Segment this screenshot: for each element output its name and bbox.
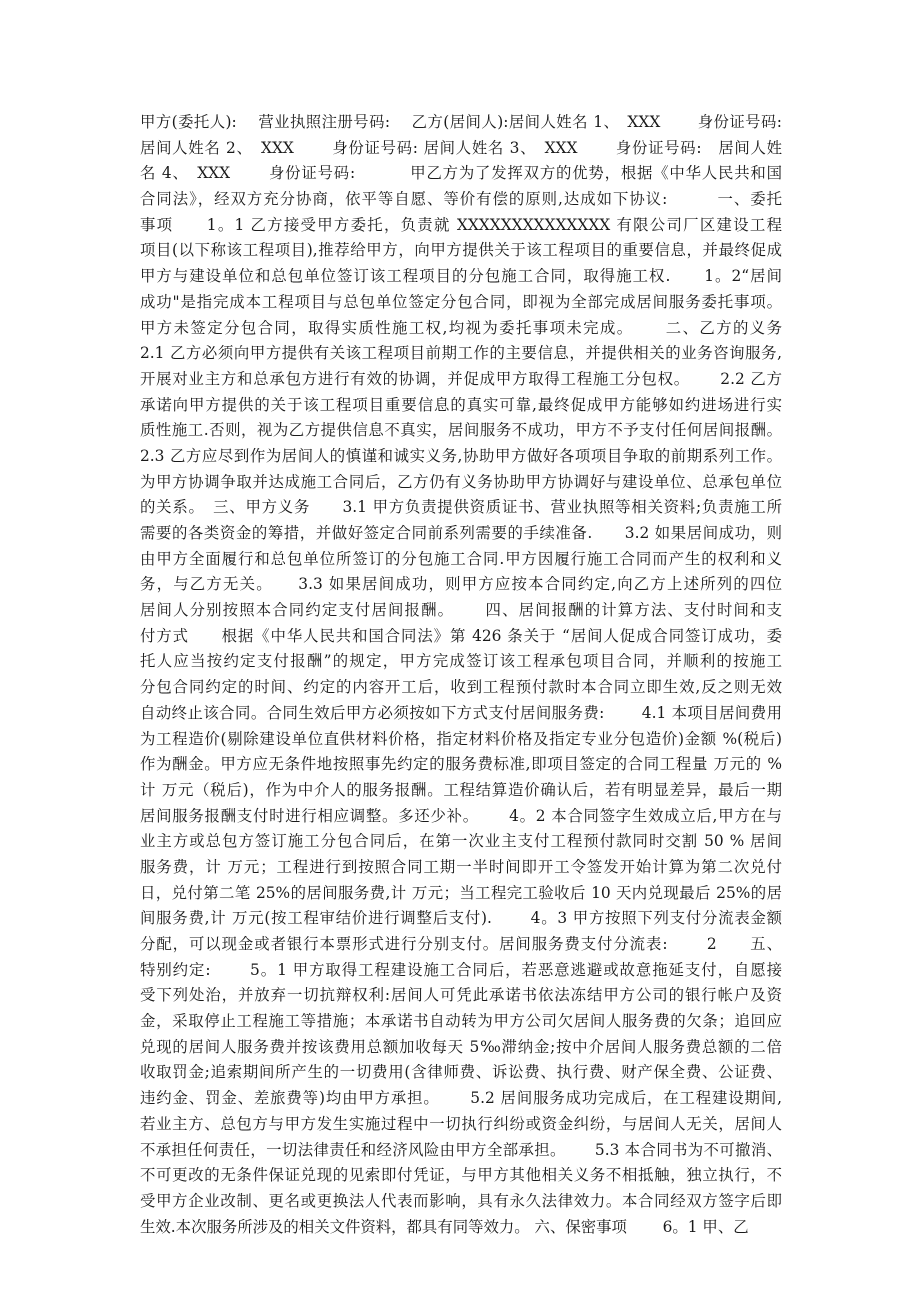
text-line: 承诺向甲方提供的关于该工程项目重要信息的真实可靠,最终促成甲方能够如约进场进行实 [140, 395, 782, 414]
text-line: 生效.本次服务所涉及的相关文件资料，都具有同等效力。 六、保密事项 6。1 甲、乙 [140, 1217, 749, 1236]
text-line: 计 万元（税后)，作为中介人的服务报酬。工程结算造价确认后，若有明显差异，最后一期 [140, 780, 782, 799]
text-line: 甲方(委托人): 营业执照注册号码: 乙方(居间人):居间人姓名 1、 XXX 身份证号码: [140, 113, 782, 131]
text-line: 间服务费,计 万元(按工程审结价进行调整后支付). 4。3 甲方按照下列支付分流表金额 [140, 909, 782, 928]
text-line: 收取罚金;追索期间所产生的一切费用(含律师费、诉讼费、执行费、财产保全费、公证费、 [140, 1063, 782, 1082]
text-line: 甲方与建设单位和总包单位签订该工程项目的分包施工合同，取得施工权. 1。2“居间 [140, 267, 782, 286]
text-line: 居间人姓名 2、 XXX 身份证号码: 居间人姓名 3、 XXX 身份证号码: 居间人姓 [140, 138, 782, 157]
contract-body-text [140, 110, 782, 1240]
text-line: 由甲方全面履行和总包单位所签订的分包施工合同.甲方因履行施工合同而产生的权利和义 [140, 549, 782, 568]
text-line: 托人应当按约定支付报酬”的规定，甲方完成签订该工程承包项目合同，并顺利的按施工 [140, 652, 782, 671]
text-line: 质性施工.否则，视为乙方提供信息不真实，居间服务不成功，甲方不予支付任何居间报酬。 [140, 421, 782, 440]
text-line: 为工程造价(剔除建设单位直供材料价格，指定材料价格及指定专业分包造价)金额 %(税后) [140, 729, 782, 748]
text-line: 日，兑付第二笔 25%的居间服务费,计 万元；当工程完工验收后 10 天内兑现最后 25%的居 [140, 883, 782, 902]
text-line: 需要的各类资金的筹措，并做好签定合同前系列需要的手续准备. 3.2 如果居间成功，则 [140, 524, 782, 542]
text-line: 为甲方协调争取并达成施工合同后，乙方仍有义务协助甲方协调好与建设单位、总承包单位 [140, 472, 782, 491]
text-line: 居间服务报酬支付时进行相应调整。多还少补。 4。2 本合同签字生效成立后,甲方在与 [140, 806, 782, 825]
text-line: 的关系。 三、甲方义务 3.1 甲方负责提供资质证书、营业执照等相关资料;负责施工所 [140, 498, 782, 517]
text-line: 违约金、罚金、差旅费等)均由甲方承担。 5.2 居间服务成功完成后，在工程建设期间, [140, 1089, 782, 1108]
text-line: 开展对业主方和总承包方进行有效的协调，并促成甲方取得工程施工分包权。 2.2 乙方 [140, 369, 782, 388]
text-line: 不可更改的无条件保证兑现的见索即付凭证，与甲方其他相关义务不相抵触，独立执行，不 [140, 1166, 782, 1185]
text-line: 分配，可以现金或者银行本票形式进行分别支付。居间服务费支付分流表: 2 五、 [140, 935, 782, 953]
text-line: 名 4、 XXX 身份证号码: 甲乙方为了发挥双方的优势，根据《中华人民共和国 [140, 164, 782, 183]
text-line: 事项 1。1 乙方接受甲方委托，负责就 XXXXXXXXXXXXXX 有限公司厂区建设工程 [140, 215, 782, 234]
text-line: 甲方未签定分包合同，取得实质性施工权,均视为委托事项未完成。 二、乙方的义务 [140, 318, 782, 337]
contract-document [140, 110, 782, 1240]
text-line: 作为酬金。甲方应无条件地按照事先约定的服务费标准,即项目签定的合同工程量 万元的 % [140, 755, 782, 774]
text-line: 2.3 乙方应尽到作为居间人的慎谨和诚实义务,协助甲方做好各项项目争取的前期系列工作。 [140, 446, 782, 465]
text-line: 不承担任何责任，一切法律责任和经济风险由甲方全部承担。 5.3 本合同书为不可撤消、 [140, 1140, 782, 1159]
text-line: 金，采取停止工程施工等措施；本承诺书自动转为甲方公司欠居间人服务费的欠条；追回应 [140, 1012, 782, 1031]
text-line: 务，与乙方无关。 3.3 如果居间成功，则甲方应按本合同约定,向乙方上述所列的四位 [140, 575, 782, 594]
text-line: 自动终止该合同。合同生效后甲方必须按如下方式支付居间服务费: 4.1 本项目居间费用 [140, 703, 782, 722]
text-line: 成功"是指完成本工程项目与总包单位签定分包合同，即视为全部完成居间服务委托事项。 [140, 292, 782, 311]
text-line: 若业主方、总包方与甲方发生实施过程中一切执行纠纷或资金纠纷，与居间人无关，居间人 [140, 1114, 782, 1133]
text-line: 2.1 乙方必须向甲方提供有关该工程项目前期工作的主要信息，并提供相关的业务咨询服务, [140, 344, 782, 363]
text-line: 兑现的居间人服务费并按该费用总额加收每天 5‰滞纳金;按中介居间人服务费总额的二倍 [140, 1037, 782, 1056]
text-line: 付方式 根据《中华人民共和国合同法》第 426 条关于 “居间人促成合同签订成功，委 [140, 626, 782, 645]
text-line: 分包合同约定的时间、约定的内容开工后，收到工程预付款时本合同立即生效,反之则无效 [140, 678, 782, 697]
text-line: 特别约定: 5。1 甲方取得工程建设施工合同后，若恶意逃避或故意拖延支付，自愿接 [140, 960, 782, 979]
text-line: 合同法》，经双方充分协商，依平等自愿、等价有偿的原则,达成如下协议: 一、委托 [140, 190, 782, 209]
text-line: 居间人分别按照本合同约定支付居间报酬。 四、居间报酬的计算方法、支付时间和支 [140, 601, 782, 620]
text-line: 受下列处治，并放弃一切抗辩权利:居间人可凭此承诺书依法冻结甲方公司的银行帐户及资 [140, 986, 782, 1005]
text-line: 服务费，计 万元；工程进行到按照合同工期一半时间即开工令签发开始计算为第二次兑付 [140, 857, 782, 876]
text-line: 业主方或总包方签订施工分包合同后，在第一次业主支付工程预付款同时交割 50 % 居间 [140, 832, 782, 851]
text-line: 受甲方企业改制、更名或更换法人代表而影响，具有永久法律效力。本合同经双方签字后即 [140, 1191, 782, 1210]
text-line: 项目(以下称该工程项目),推荐给甲方，向甲方提供关于该工程项目的重要信息，并最终促成 [140, 241, 782, 260]
